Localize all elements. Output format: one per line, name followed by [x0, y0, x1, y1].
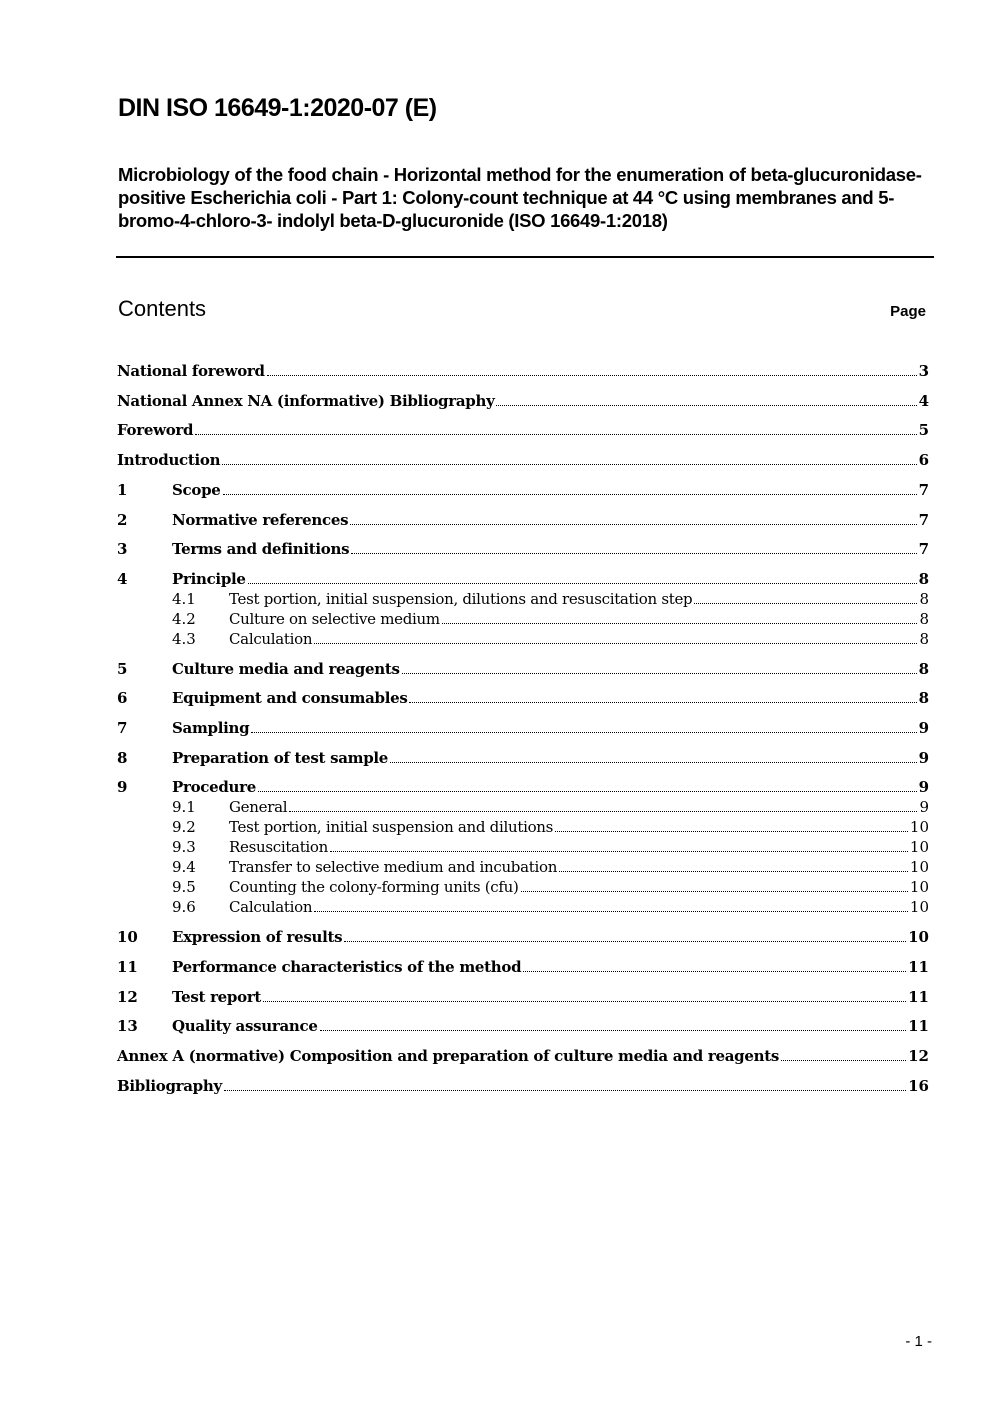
toc-entry-page: 11	[908, 1017, 929, 1036]
toc-entry[interactable]	[117, 817, 929, 837]
toc-entry[interactable]	[117, 1016, 929, 1036]
dot-leader	[350, 523, 916, 525]
dot-leader	[402, 672, 917, 674]
toc-entry-title: Quality assurance	[172, 1017, 318, 1036]
dot-leader	[409, 701, 916, 703]
toc-entry-title: Culture on selective medium	[229, 609, 440, 628]
dot-leader	[251, 731, 916, 733]
toc-entry[interactable]	[117, 361, 929, 381]
dot-leader	[555, 830, 908, 832]
toc-entry[interactable]	[117, 420, 929, 440]
toc-entry-title: Counting the colony-forming units (cfu)	[229, 878, 519, 897]
toc-entry-page: 9	[918, 719, 929, 737]
toc-entry-title: Scope	[172, 480, 221, 499]
toc-entry-number: 1	[117, 480, 128, 499]
toc-entry-number: 9	[117, 778, 128, 797]
dot-leader	[523, 970, 906, 972]
toc-entry-number: 9.2	[172, 818, 196, 837]
dot-leader	[320, 1029, 907, 1031]
dot-leader	[289, 810, 917, 812]
toc-entry-title: Sampling	[172, 719, 250, 737]
toc-entry-page: 9	[918, 778, 929, 797]
toc-entry-page: 9	[918, 748, 929, 767]
dot-leader	[330, 850, 908, 852]
toc-entry-title: Bibliography	[117, 1076, 222, 1095]
dot-leader	[267, 374, 917, 376]
toc-entry-page: 7	[918, 480, 929, 499]
toc-entry-title: Annex A (normative) Composition and preparation of culture media and reagents	[117, 1046, 779, 1065]
toc-entry-page: 10	[909, 838, 929, 857]
toc-entry-title: National foreword	[117, 362, 265, 380]
dot-leader	[694, 602, 917, 604]
toc-entry-title: Terms and definitions	[172, 540, 350, 559]
toc-entry-number: 4.1	[172, 589, 196, 608]
toc-entry-page: 6	[918, 451, 929, 470]
toc-entry-page: 5	[918, 421, 929, 440]
document-id: DIN ISO 16649-1:2020-07 (E)	[118, 94, 437, 122]
toc-entry-page: 11	[908, 957, 929, 976]
dot-leader	[248, 582, 917, 584]
document-title: Microbiology of the food chain - Horizontal method for the enumeration of beta-glucuronidase-positive Escherichia coli - Part 1: Colony-count technique at 44 °C using membranes and 5-bromo-4-chloro-3- indolyl beta-D-glucuronide (ISO 16649-1:2018)	[118, 164, 922, 231]
toc-entry-page: 3	[918, 362, 929, 380]
toc-entry-number: 8	[117, 748, 128, 767]
toc-entry-title: Test portion, initial suspension, dilutions and resuscitation step	[229, 589, 693, 608]
toc-entry[interactable]	[117, 589, 929, 609]
toc-entry-title: National Annex NA (informative) Bibliography	[117, 391, 495, 410]
dot-leader	[224, 1089, 906, 1091]
dot-leader	[781, 1059, 906, 1061]
toc-entry-number: 9.1	[172, 798, 196, 817]
toc-entry-title: General	[229, 798, 288, 817]
dot-leader	[521, 890, 908, 892]
toc-entry[interactable]	[117, 569, 929, 589]
dot-leader	[314, 642, 917, 644]
toc-entry-number: 2	[117, 510, 128, 529]
toc-entry-page: 8	[918, 689, 929, 708]
toc-entry[interactable]	[117, 629, 929, 649]
toc-entry-title: Calculation	[229, 629, 313, 648]
toc-entry-number: 3	[117, 540, 128, 559]
toc-entry[interactable]	[117, 957, 929, 977]
toc-entry[interactable]	[117, 877, 929, 897]
toc-entry-title: Expression of results	[172, 928, 343, 947]
toc-entry-title: Equipment and consumables	[172, 689, 408, 708]
dot-leader	[195, 433, 916, 435]
toc-entry-number: 5	[117, 659, 128, 678]
dot-leader	[222, 463, 916, 465]
toc-entry-title: Normative references	[172, 510, 349, 529]
toc-entry[interactable]	[117, 777, 929, 797]
toc-entry-page: 4	[918, 391, 929, 410]
toc-entry[interactable]	[117, 897, 929, 917]
toc-entry[interactable]	[117, 857, 929, 877]
toc-entry-number: 6	[117, 689, 128, 708]
toc-entry[interactable]	[117, 609, 929, 629]
toc-entry-page: 10	[909, 858, 929, 877]
toc-entry-number: 11	[117, 957, 138, 976]
dot-leader	[442, 622, 918, 624]
dot-leader	[344, 940, 906, 942]
toc-entry[interactable]	[117, 1046, 929, 1066]
dot-leader	[314, 910, 908, 912]
toc-entry[interactable]	[117, 927, 929, 947]
toc-entry-title: Test portion, initial suspension and dilutions	[229, 818, 554, 837]
toc-entry[interactable]	[117, 391, 929, 411]
toc-entry-title: Introduction	[117, 451, 221, 470]
toc-entry-page: 8	[919, 589, 929, 608]
toc-entry-page: 9	[919, 798, 929, 817]
contents-heading: Contents	[118, 296, 207, 321]
toc-entry-page: 11	[908, 987, 929, 1006]
toc-entry-number: 10	[117, 928, 138, 947]
dot-leader	[496, 404, 916, 406]
toc-entry-title: Preparation of test sample	[172, 748, 389, 767]
toc-entry-number: 9.6	[172, 898, 196, 917]
toc-entry-page: 8	[919, 629, 929, 648]
toc-entry[interactable]	[117, 659, 929, 679]
toc-entry[interactable]	[117, 718, 929, 738]
dot-leader	[559, 870, 908, 872]
toc-entry-number: 4	[117, 569, 128, 588]
toc-entry-title: Transfer to selective medium and incubation	[229, 858, 558, 877]
toc-entry-page: 16	[908, 1076, 929, 1095]
toc-entry-title: Resuscitation	[229, 838, 329, 857]
toc-entry-title: Calculation	[229, 898, 313, 917]
toc-entry-number: 9.5	[172, 878, 196, 897]
toc-entry-page: 10	[909, 818, 929, 837]
page-number: - 1 -	[905, 1333, 932, 1350]
dot-leader	[390, 761, 917, 763]
toc-entry[interactable]	[117, 797, 929, 817]
toc-entry-page: 8	[919, 609, 929, 628]
toc-entry[interactable]	[117, 837, 929, 857]
toc-entry-page: 8	[918, 659, 929, 678]
dot-leader	[223, 493, 917, 495]
toc-entry[interactable]	[117, 510, 929, 530]
toc-entry[interactable]	[117, 688, 929, 708]
title-divider	[116, 256, 934, 258]
toc-entry-number: 7	[117, 719, 128, 737]
toc-entry-page: 10	[908, 928, 929, 947]
toc-entry-title: Test report	[172, 987, 262, 1006]
toc-entry-number: 13	[117, 1017, 138, 1036]
toc-entry-title: Foreword	[117, 421, 194, 440]
toc-entry-number: 4.2	[172, 609, 196, 628]
toc-entry-page: 7	[918, 510, 929, 529]
toc-entry-title: Culture media and reagents	[172, 659, 400, 678]
toc-entry-number: 9.3	[172, 838, 196, 857]
dot-leader	[351, 552, 916, 554]
toc-entry-number: 12	[117, 987, 138, 1006]
toc-entry-title: Performance characteristics of the method	[172, 957, 522, 976]
toc-entry[interactable]	[117, 450, 929, 470]
toc-entry-title: Principle	[172, 569, 246, 588]
toc-entry[interactable]	[117, 987, 929, 1007]
toc-entry[interactable]	[117, 1076, 929, 1096]
toc-entry-page: 12	[908, 1046, 929, 1065]
toc-entry-page: 7	[918, 540, 929, 559]
page-column-label: Page	[890, 303, 926, 320]
toc-entry-page: 10	[909, 898, 929, 917]
toc-entry-number: 9.4	[172, 858, 196, 877]
toc-entry-number: 4.3	[172, 629, 196, 648]
toc-entry-page: 10	[909, 878, 929, 897]
toc-entry[interactable]	[117, 748, 929, 768]
toc-entry-title: Procedure	[172, 778, 257, 797]
toc-entry-page: 8	[918, 569, 929, 588]
dot-leader	[258, 790, 917, 792]
toc-entry[interactable]	[117, 539, 929, 559]
dot-leader	[263, 1000, 906, 1002]
toc-entry[interactable]	[117, 480, 929, 500]
